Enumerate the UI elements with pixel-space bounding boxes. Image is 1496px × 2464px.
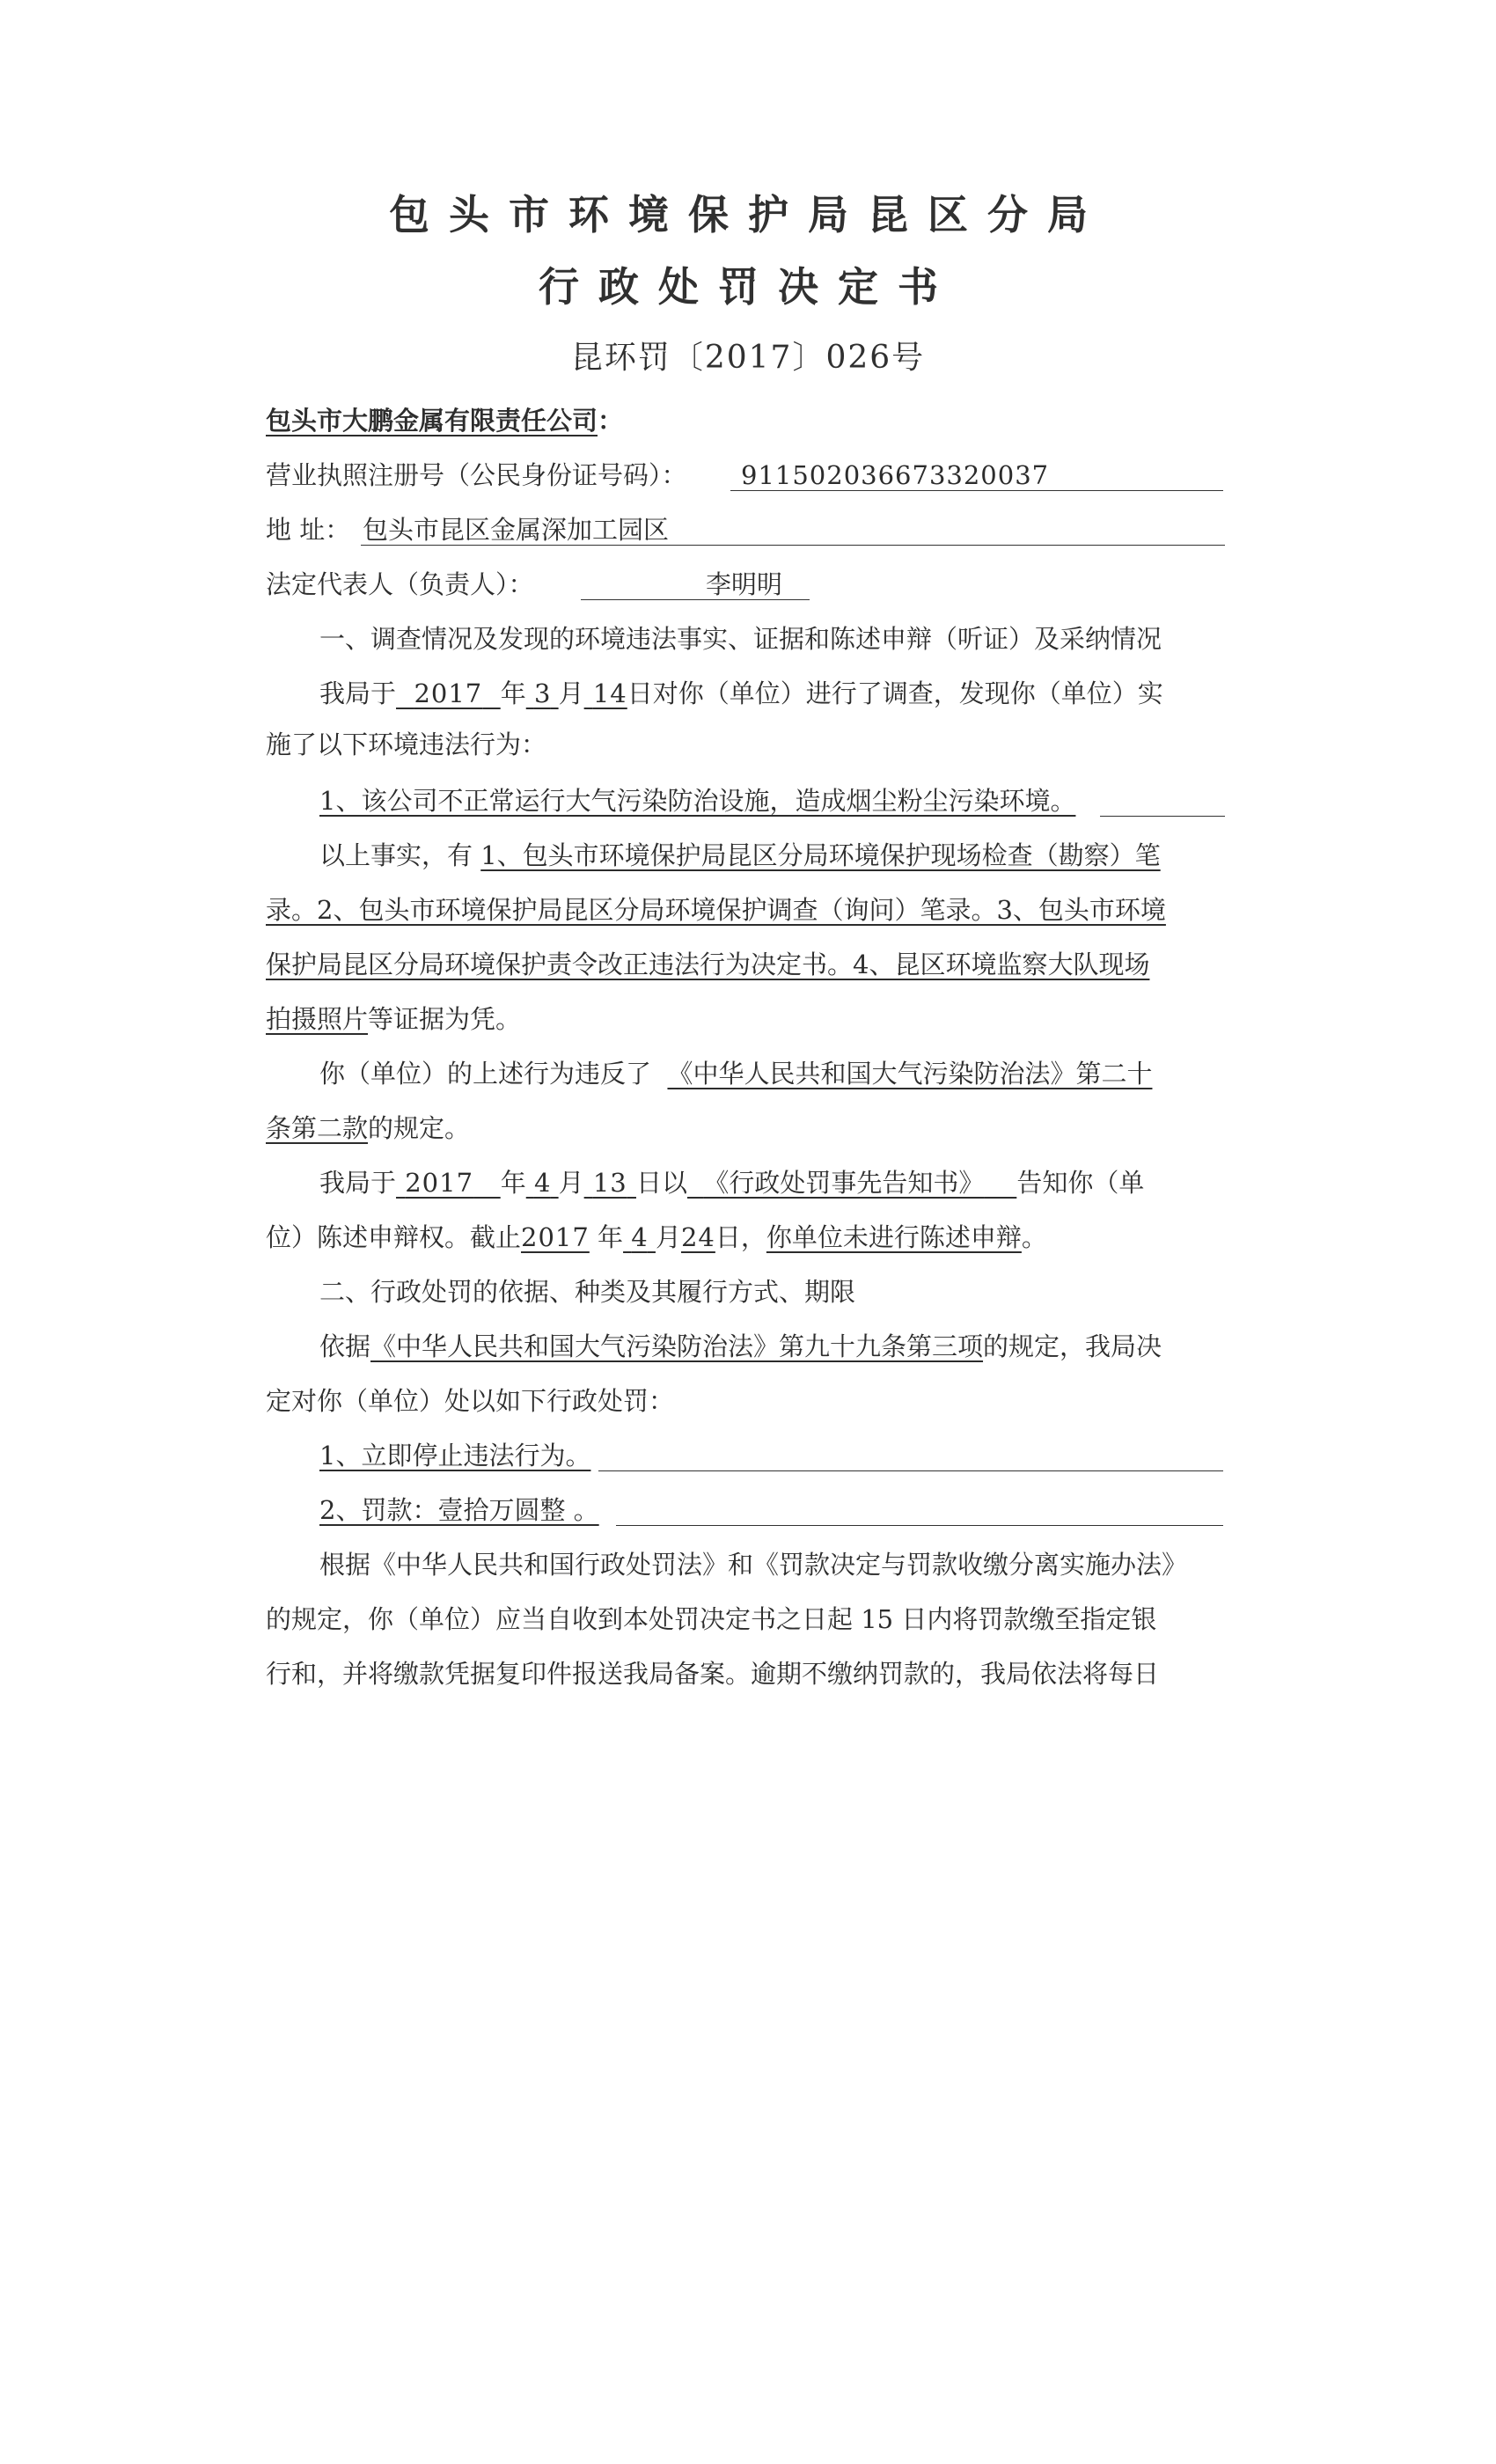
notice-day [584,1168,636,1198]
basis-intro: 依据 [319,1331,371,1361]
basis-line-1 [319,1329,1226,1364]
basis-closing: 的规定，我局决 [983,1331,1162,1361]
notice-deadline-month [623,1222,656,1252]
investigation-text-b: 日对你（单位）进行了调查，发现你（单位）实 [627,678,1163,708]
violated-law-2: 条第二款 [266,1113,369,1143]
document-number: 昆环罚〔2017〕026号 [570,340,926,376]
penalty-item-1 [319,1438,1226,1473]
address-underline [361,545,1225,546]
notice-day-char: 日以 [635,1168,687,1198]
evidence-line-4 [266,1001,1225,1037]
document-type-title: 行政处罚决定书 [539,263,957,311]
investigation-month-value: 3 [533,678,551,708]
address-label: 地 址： [266,515,351,545]
investigation-day [584,678,627,708]
section1-heading: 一、调查情况及发现的环境违法事实、证据和陈述申辩（听证）及采纳情况 [319,624,1162,654]
evidence-line-3: 保护局昆区分局环境保护责令改正违法行为决定书。4、昆区环境监察大队现场 [266,950,1150,979]
representative-label: 法定代表人（负责人）： [266,569,534,599]
investigation-line [319,676,1226,711]
violation-item-1-text: 1、该公司不正常运行大气污染防治设施，造成烟尘粉尘污染环境。 [319,786,1076,816]
notice-year-value: 2017 [405,1168,474,1198]
evidence-photos: 拍摄照片 [266,1004,369,1034]
investigation-day-value: 14 [592,678,627,708]
notice-document [687,1168,1016,1198]
evidence-line-1 [319,838,1226,873]
party-name-suffix: ： [598,406,624,436]
notice-month-value: 4 [533,1168,551,1198]
address-value: 包头市昆区金属深加工园区 [363,515,670,545]
notice-line-2 [266,1220,1225,1255]
notice-deadline-year-char: 年 [598,1222,624,1252]
notice-month-char: 月 [558,1168,584,1198]
evidence-closing: 等证据为凭。 [368,1004,522,1034]
violation-item-1 [319,783,1226,818]
notice-deadline-year: 2017 [521,1222,590,1252]
penalty-item-1-text: 1、立即停止违法行为。 [319,1441,591,1470]
representative-value: 李明明 [706,569,783,599]
evidence-line-2: 录。2、包头市环境保护局昆区分局环境保护调查（询问）笔录。3、包头市环境 [266,895,1166,925]
investigation-line-2: 施了以下环境违法行为： [266,730,547,759]
evidence-intro: 以上事实，有 [319,840,473,870]
notice-month [526,1168,559,1198]
violation-intro: 你（单位）的上述行为违反了 [319,1059,652,1089]
penalty-item-2-text: 2、罚款：壹拾万圆整 。 [319,1495,599,1525]
violation-law-line-2 [266,1111,1225,1146]
payment-line-3: 行和，并将缴款凭据复印件报送我局备案。逾期不缴纳罚款的，我局依法将每日 [266,1659,1160,1689]
penalty-item-2 [319,1492,1226,1528]
month-char: 月 [558,678,584,708]
notice-day-value: 13 [592,1168,627,1198]
notice-year [396,1168,501,1198]
representative-underline [581,599,810,600]
notice-deadline-month-char: 月 [655,1222,681,1252]
license-value: 911502036673320037 [741,460,1050,490]
notice-closing: 告知你（单 [1016,1168,1145,1198]
penalty-item-2-underline [616,1525,1223,1526]
basis-law: 《中华人民共和国大气污染防治法》第九十九条第三项 [370,1331,984,1361]
notice-line-1 [319,1165,1226,1200]
violation-law-line [319,1056,1226,1091]
agency-title: 包头市环境保护局昆区分局 [389,191,1107,238]
notice-intro: 我局于 [319,1168,397,1198]
notice-year-char: 年 [500,1168,526,1198]
notice-deadline-day-char: 日， [715,1222,766,1252]
investigation-year [396,678,501,708]
no-statement-text: 你单位未进行陈述申辩 [766,1222,1022,1252]
party-name-line [266,403,1225,438]
notice-period: 。 [1021,1222,1047,1252]
violation-item-underline [1100,816,1225,817]
address-line [266,512,1225,547]
notice-deadline-intro: 位）陈述申辩权。截止 [266,1222,522,1252]
violated-law-1: 《中华人民共和国大气污染防治法》第二十 [667,1059,1153,1089]
penalty-item-1-underline [598,1470,1223,1471]
license-label: 营业执照注册号（公民身份证号码）： [266,460,687,490]
notice-deadline-day: 24 [680,1222,715,1252]
investigation-month [526,678,559,708]
investigation-text-a: 我局于 [319,678,397,708]
license-line [266,458,1225,493]
representative-line [266,567,1225,602]
violation-closing: 的规定。 [368,1113,471,1143]
evidence-text-1: 1、包头市环境保护局昆区分局环境保护现场检查（勘察）笔 [480,840,1161,870]
year-char: 年 [500,678,526,708]
investigation-year-value: 2017 [414,678,483,708]
notice-deadline-month-value: 4 [631,1222,648,1252]
notice-document-value: 《行政处罚事先告知书》 [703,1168,985,1198]
license-underline [730,490,1223,491]
party-name: 包头市大鹏金属有限责任公司 [266,406,598,436]
payment-line-2: 的规定，你（单位）应当自收到本处罚决定书之日起 15 日内将罚款缴至指定银 [266,1604,1157,1634]
basis-line-2: 定对你（单位）处以如下行政处罚： [266,1386,675,1416]
payment-line-1: 根据《中华人民共和国行政处罚法》和《罚款决定与罚款收缴分离实施办法》 [319,1550,1188,1580]
section2-heading: 二、行政处罚的依据、种类及其履行方式、期限 [319,1277,856,1307]
